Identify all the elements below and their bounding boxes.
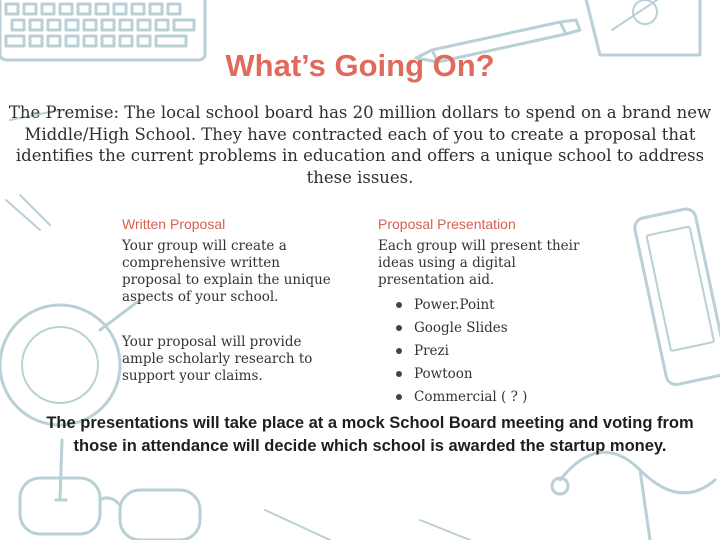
list-item: [395, 316, 527, 339]
list-item-label: Prezi: [414, 342, 449, 359]
bullet-dot: [396, 371, 402, 377]
list-item-label: Powtoon: [414, 365, 473, 382]
list-item: [395, 385, 527, 408]
bullet-dot: [396, 302, 402, 308]
closing-statement: The presentations will take place at a mock School Board meeting and voting from those in attendance will decide which school is awarded the startup money.: [46, 414, 694, 455]
written-proposal-text-1: Your group will create a comprehensive written proposal to explain the unique aspects of your school.: [122, 238, 331, 305]
smartphone-icon: [633, 207, 720, 386]
list-item: [395, 339, 527, 362]
bullet-dot: [396, 348, 402, 354]
list-item-label: Power.Point: [414, 296, 495, 313]
list-item-label: Commercial ( ? ): [414, 388, 528, 405]
slide-title: What’s Going On?: [225, 48, 495, 83]
coffee-cup-icon: [0, 300, 140, 500]
earphones-icon: [552, 452, 715, 540]
list-item: [395, 362, 527, 385]
bullet-dot: [396, 394, 402, 400]
notebook-icon: [585, 0, 700, 55]
written-proposal-heading: Written Proposal: [122, 216, 226, 232]
presentation-tools-list: [395, 293, 527, 408]
presentation-heading: Proposal Presentation: [378, 216, 516, 232]
list-item-label: Google Slides: [414, 319, 508, 336]
glasses-icon: [20, 478, 200, 540]
written-proposal-text-2: Your proposal will provide ample scholarly research to support your claims.: [122, 334, 313, 384]
presentation-intro: Each group will present their ideas using a digital presentation aid.: [378, 238, 580, 288]
list-item: [395, 293, 527, 316]
premise-paragraph: The Premise: The local school board has 20 million dollars to spend on a brand new Middle/High School. They have contracted each of you to create a proposal that identifies the current problems in education and offers a unique school to address these issues.: [8, 103, 712, 187]
bullet-dot: [396, 325, 402, 331]
